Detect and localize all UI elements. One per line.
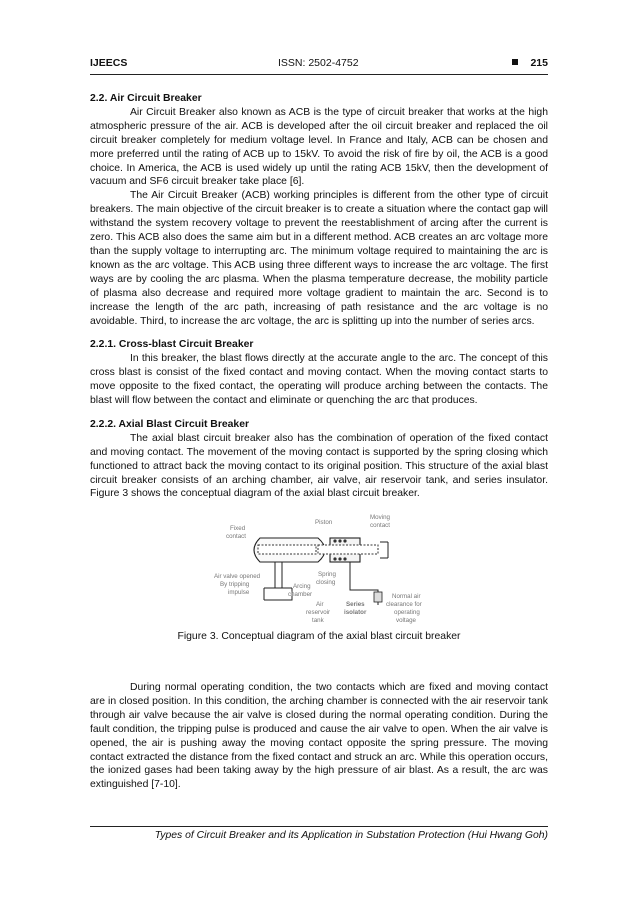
journal-name: IJEECS (90, 57, 128, 69)
page-header (90, 57, 548, 73)
label-series: Series (346, 601, 365, 608)
label-closing: closing (316, 579, 336, 586)
label-reservoir: reservoir (306, 609, 331, 616)
label-chamber: chamber (288, 591, 313, 598)
terminal-bracket (380, 542, 388, 558)
label-impulse: impulse (228, 589, 250, 596)
label-air: Air (316, 601, 324, 608)
axial-blast-diagram (200, 510, 440, 630)
label-moving-contact: contact (370, 522, 390, 529)
page-number-group (512, 57, 548, 69)
air-pipe (264, 562, 292, 588)
label-moving: Moving (370, 514, 390, 521)
label-normal-air: Normal air (392, 593, 421, 600)
footer-rule (90, 826, 548, 827)
label-isolator: isolator (344, 609, 367, 616)
paragraph: The axial blast circuit breaker also has the combination of operation of the fixed contact and moving contact. The movement of the moving contact is supported by the spring closing which functioned to attract back the moving contact to its original position. This structure of the axial blast circuit breaker consists of an arching chamber, air valve, air reservoir tank, and series insulator. Figure 3 shows the conceptual diagram of the axial blast circuit breaker. (90, 432, 548, 500)
moving-contact-rod (318, 545, 378, 554)
label-by-tripping: By tripping (220, 581, 250, 588)
label-arcing: Arcing (293, 583, 311, 590)
fixed-contact-rod (258, 545, 316, 554)
figure-3-diagram (200, 510, 440, 630)
square-bullet-icon (512, 59, 518, 65)
section-heading-acb: 2.2. Air Circuit Breaker (90, 93, 202, 104)
label-voltage: voltage (396, 617, 416, 624)
issn: ISSN: 2502-4752 (278, 57, 359, 69)
paragraph: The Air Circuit Breaker (ACB) working principles is different from the other type of circuit breakers. The main objective of the circuit breaker is to create a situation where the contact gap will withstand the system recovery voltage to prevent the reestablishment of arcing after the current is zero. This ACB also does the same aim but in a different method. ACB creates an arc voltage more than the supply voltage to interrupting arc. The minimum voltage required to maintaining the arc is known as the arc voltage. This ACB using three different ways to increase the arc voltage. The first ways are by cooling the arc plasma. When the plasma temperature decrease, the mobility particle of plasma also decrease and required more voltage gradient to maintain the arc. Second is to increase the length of the arc path, increasing of path resistance and the arc voltage is no avoidable. Third, to increase the arc voltage, the arc is splitting up into the number of series arcs. (90, 190, 548, 327)
page-footer: Types of Circuit Breaker and its Application in Substation Protection (Hui Hwang Goh) (154, 830, 548, 841)
header-rule (90, 74, 548, 75)
label-contact: contact (226, 533, 246, 540)
label-fixed: Fixed (230, 525, 246, 532)
series-isolator-shape (374, 592, 382, 602)
label-spring: Spring (318, 571, 336, 578)
label-air-valve: Air valve opened (214, 573, 261, 580)
paragraph: Air Circuit Breaker also known as ACB is the type of circuit breaker that works at the high atmospheric pressure of the air. ACB is developed after the oil circuit breaker and replaced the oil circuit breaker completely for medium voltage level. In France and Italy, ACB can be chosen and more preferred until the rating of ACB up to 15kV. To avoid the risk of fire by oil, the ACB is a good choice. In America, the ACB is used widely up until the rating ACB 15kV, then the development of vacuum and SF6 circuit breaker take place [6]. (90, 106, 548, 188)
figure-caption: Figure 3. Conceptual diagram of the axial blast circuit breaker (177, 631, 461, 642)
closing-section (90, 681, 548, 792)
paragraph: In this breaker, the blast flows directly at the accurate angle to the arc. The concept of this cross blast is consist of the fixed contact and moving contact. When the moving contact starts to move opposite to the fixed contact, the operating will produce arching between the contacts. The blast will flow between the contact and eliminate or quenching the arc that produces. (90, 353, 548, 407)
main-content (90, 92, 548, 501)
label-tank: tank (312, 617, 324, 624)
label-operating: operating (394, 609, 420, 616)
section-heading-cross-blast: 2.2.1. Cross-blast Circuit Breaker (90, 339, 254, 351)
label-piston: Piston (315, 519, 333, 526)
paragraph: During normal operating condition, the two contacts which are fixed and moving contact are in closed position. In this condition, the arching chamber is connected with the air reservoir tank through air valve because the air valve is closed during the normal operating condition. During the fault condition, the tripping pulse is produced and cause the air valve to open. When the air valve is opened, the air is pushing away the moving contact opposite the spring pressure. The moving contact extracted the distance from the fixed contact and struck an arc. While this operation occurs, the ionized gases had been taking away by the high pressure of air blast. As a result, the arc was extinguished [7-10]. (90, 682, 548, 791)
page-number: 215 (530, 57, 548, 69)
label-clearance: clearance for (386, 601, 422, 608)
section-heading-axial-blast: 2.2.2. Axial Blast Circuit Breaker (90, 418, 250, 430)
